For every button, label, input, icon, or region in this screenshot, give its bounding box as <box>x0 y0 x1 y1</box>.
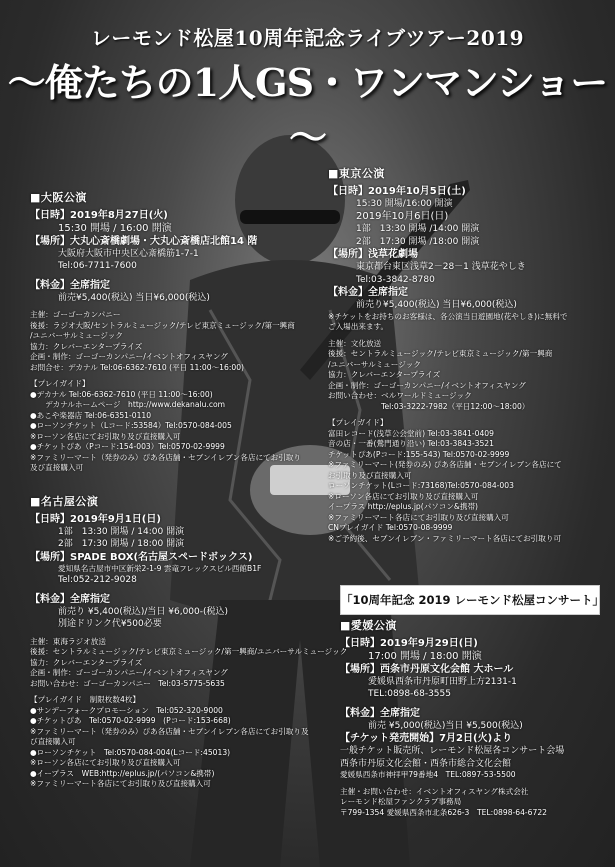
osaka-org-line: 主催：ゴーゴーカンパニー <box>30 310 121 319</box>
tokyo-venue-addr: 東京都台東区浅草2－28－1 浅草花やしき <box>356 262 526 272</box>
osaka-org-line: /ユニバーサルミュージック <box>30 331 123 340</box>
nagoya-org-line: 企画・制作：ゴーゴーカンパニー/イベントオフィスヤング <box>30 668 228 677</box>
osaka-guide-line: ●デカナル Tel:06-6362-7610 (平日 11:00～16:00) <box>30 389 213 399</box>
nagoya-guide-line: ※ファミリーマート（発券のみ）ぴあ各店舗・セブンイレブン各店にてお引取り及 <box>30 726 309 736</box>
osaka-org-line: 協力：クレバーエンタープライズ <box>30 341 143 351</box>
osaka-guide-line: ●ローソンチケット（Lコード:53584）Tel:0570-084-005 <box>30 421 232 430</box>
nagoya-guide <box>30 695 310 790</box>
nagoya-date-label: 【日時】2019年9月1日(日) <box>30 513 161 525</box>
ehime-price: 前売 ¥5,000(税込)当日 ¥5,500(税込) <box>368 720 523 731</box>
nagoya-venue-addr: 愛知県名古屋市中区新栄2-1-9 雲竜フレックスビル西館B1F <box>58 563 262 573</box>
osaka-venue-label: 【場所】大丸心斎橋劇場・大丸心斎橋店北館14 階 <box>30 235 258 247</box>
tokyo-note2: ご入場出来ます。 <box>328 322 389 331</box>
tokyo-org-line: 協力：クレバーエンタープライズ <box>328 370 441 379</box>
osaka-date-label: 【日時】2019年8月27日(火) <box>30 209 168 221</box>
nagoya-show2: 2部 17:30 開場 / 18:00 開演 <box>58 539 185 549</box>
nagoya-guide-line: 【プレイガイド 制限枚数4枚】 <box>30 695 141 704</box>
nagoya-org <box>30 636 348 690</box>
tokyo-section <box>328 168 608 544</box>
tokyo-guide-line: 【プレイガイド】 <box>328 418 388 427</box>
ehime-heading: ■愛媛公演 <box>340 619 397 632</box>
ehime-org <box>340 787 610 819</box>
osaka-venue-tel: Tel:06-7711-7600 <box>58 261 137 271</box>
tokyo-note1: ※チケットをお持ちのお客様は、各公演当日遊園地(花やしき)に無料で <box>328 311 568 321</box>
osaka-guide-line: 【プレイガイド】 <box>30 379 90 388</box>
ehime-org-line: 主催・お問い合わせ：イベントオフィスヤング株式会社 <box>340 786 529 796</box>
osaka-section <box>30 192 300 474</box>
nagoya-venue-label: 【場所】SPADE BOX(名古屋スペードボックス) <box>30 551 253 563</box>
osaka-guide <box>30 379 300 474</box>
tour-title: ～俺たちの1人GS・ワンマンショー～ <box>7 60 608 160</box>
tokyo-guide-line: お引取り及び直接購入可 <box>328 470 412 480</box>
nagoya-drink: 別途ドリンク代¥500必要 <box>58 619 162 629</box>
ehime-date-time: 17:00 開場 / 18:00 開演 <box>368 650 482 662</box>
nagoya-org-line: 主催：東海ラジオ放送 <box>30 636 106 646</box>
osaka-price: 前売¥5,400(税込) 当日¥6,000(税込) <box>58 292 210 303</box>
tokyo-org-line: Tel:03-3222-7982（平日12:00～18:00） <box>328 401 530 411</box>
tokyo-guide-line: 富田レコード(浅草公会堂前) Tel:03-3841-0409 <box>328 428 494 438</box>
osaka-org-line: 企画・制作：ゴーゴーカンパニー/イベントオフィスヤング <box>30 352 228 361</box>
nagoya-section <box>30 495 348 790</box>
tokyo-venue-tel: Tel:03-3842-8780 <box>356 274 435 285</box>
tokyo-guide-line: ※ファミリーマート(発券のみ) ぴあ各店舗・セブンイレブン各店にて <box>328 460 562 469</box>
tokyo-guide-line: チケットぴあ(Pコード:155-543) Tel:0570-02-9999 <box>328 449 510 459</box>
tokyo-org-line: /ユニバーサルミュージック <box>328 359 421 369</box>
tokyo-org-line: お問い合わせ：ベルワールドミュージック <box>328 391 472 400</box>
tokyo-guide-line: ※ご予約後、セブンイレブン・ファミリーマート各店にてお引取り可 <box>328 533 562 543</box>
nagoya-guide-line: ※ファミリーマート各店にてお引取り及び直接購入可 <box>30 779 211 788</box>
osaka-guide-line: ※ローソン各店にてお引取り及び直接購入可 <box>30 431 181 441</box>
tokyo-guide-line: ※ローソン各店にてお引取り及び直接購入可 <box>328 491 479 501</box>
osaka-org <box>30 310 300 373</box>
ehime-price-label: 【料金】全席指定 <box>340 707 420 719</box>
tour-subtitle: レーモンド松屋10周年記念ライブツアー2019 <box>90 26 525 50</box>
ehime-org-line: 〒799-1354 愛媛県西条市北条626-3 TEL:0898-64-6722 <box>340 807 547 817</box>
nagoya-org-line: 協力：クレバーエンタープライズ <box>30 657 143 667</box>
tokyo-guide-line: ローソンチケット(Lコード:73168)Tel:0570-084-003 <box>328 481 514 490</box>
osaka-guide-line: 及び直接購入可 <box>30 463 84 472</box>
tokyo-guide-line: イープラス http://eplus.jp(パソコン&携帯) <box>328 502 479 511</box>
ehime-venue-label: 【場所】西条市丹原文化会館 大ホール <box>340 663 514 675</box>
ehime-sale-addr: 愛媛県西条市神拝甲79番地4 TEL:0897-53-5500 <box>340 770 516 779</box>
tokyo-guide-line: 音の店・一番(鶯門通り沿い) Tel:03-3843-3521 <box>328 439 494 448</box>
tokyo-guide-line: ※ファミリーマート各店にてお引取り及び直接購入可 <box>328 512 509 522</box>
tokyo-show1: 1部 13:30 開場 /14:00 開演 <box>356 224 480 234</box>
tokyo-date1-label: 【日時】2019年10月5日(土) <box>328 185 466 197</box>
tokyo-guide <box>328 418 608 544</box>
tokyo-org-line: 後援：セントラルミュージック/テレビ東京ミュージック/第一興商 <box>328 349 553 358</box>
osaka-guide-line: ●チケットぴあ（Pコード:154-003）Tel:0570-02-9999 <box>30 442 225 451</box>
ehime-section <box>340 620 610 818</box>
ehime-venue-addr: 愛媛県西条市丹原町田野上方2131-1 <box>368 676 517 687</box>
nagoya-guide-line: ●ローソンチケット Tel:0570-084-004(Lコード:45013) <box>30 747 231 757</box>
tokyo-guide-line: CNプレイガイド Tel:0570-08-9999 <box>328 523 453 532</box>
nagoya-org-line: 後援：セントラルミュージック/テレビ東京ミュージック/第一興商/ユニバーサルミュージック <box>30 647 348 656</box>
osaka-heading: ■大阪公演 <box>30 191 87 204</box>
osaka-guide-line: ●あこや楽器店 Tel:06-6351-0110 <box>30 410 152 420</box>
nagoya-guide-line: ●サンデーフォークプロモーション Tel:052-320-9000 <box>30 705 223 715</box>
nagoya-guide-line: び直接購入可 <box>30 737 76 746</box>
osaka-price-label: 【料金】全席指定 <box>30 279 110 291</box>
tokyo-show2: 2部 17:30 開場 /18:00 開演 <box>356 236 480 247</box>
nagoya-heading: ■名古屋公演 <box>30 495 99 508</box>
ehime-sale-text: 一般チケット販売所、レーモンド松屋各コンサート会場 <box>340 746 565 756</box>
nagoya-price-label: 【料金】全席指定 <box>30 593 110 605</box>
ehime-venue-tel: TEL:0898-68-3555 <box>368 689 451 699</box>
osaka-guide-line: ※ファミリーマート（発券のみ）ぴあ各店舗・セブンイレブン各店にてお引取り <box>30 452 301 462</box>
ehime-date-label: 【日時】2019年9月29日(日) <box>340 637 478 649</box>
nagoya-price: 前売り ¥5,400(税込)/当日 ¥6,000-(税込) <box>58 606 229 617</box>
ehime-org-line: レーモンド松屋ファンクラブ事務局 <box>340 797 462 806</box>
tokyo-price-label: 【料金】全席指定 <box>328 287 408 298</box>
tokyo-org-line: 主催：文化放送 <box>328 338 382 348</box>
nagoya-guide-line: ●チケットぴあ Tel:0570-02-9999 (Pコード:153-668) <box>30 716 231 725</box>
tokyo-venue-label: 【場所】浅草花劇場 <box>328 249 418 260</box>
osaka-date-time: 15:30 開場 / 16:00 開演 <box>58 222 172 234</box>
tokyo-price: 前売り¥5,400(税込) 当日¥6,000(税込) <box>356 300 517 310</box>
ehime-sale-places: 西条市丹原文化会館・西条市総合文化会館 <box>340 758 512 769</box>
tokyo-date2: 2019年10月6日(日) <box>356 211 449 222</box>
tokyo-org <box>328 339 608 413</box>
osaka-org-line: 後援：ラジオ大阪/セントラルミュージック/テレビ東京ミュージック/第一興商 <box>30 320 295 330</box>
tokyo-date1-time: 15:30 開場/16:00 開演 <box>356 198 453 209</box>
nagoya-guide-line: ●イープラス WEB:http://eplus.jp/(パソコン&携帯) <box>30 768 215 778</box>
tokyo-org-line: 企画・制作：ゴーゴーカンパニー/イベントオフィスヤング <box>328 380 526 390</box>
nagoya-show1: 1部 13:30 開場 / 14:00 開演 <box>58 526 185 537</box>
nagoya-venue-tel: Tel:052-212-9028 <box>58 575 137 585</box>
osaka-org-line: お問合せ：デカナル Tel:06-6362-7610 (平日 11:00～16:00) <box>30 362 245 372</box>
osaka-guide-line: デカナルホームページ http://www.dekanalu.com <box>30 400 226 409</box>
tokyo-heading: ■東京公演 <box>328 167 385 180</box>
nagoya-guide-line: ※ローソン各店にてお引取り及び直接購入可 <box>30 758 181 767</box>
ehime-sale-label: 【チケット発売開始】7月2日(火)より <box>340 733 513 744</box>
nagoya-org-line: お問い合わせ：ゴーゴーカンパニー Tel:03-5775-5635 <box>30 678 225 688</box>
osaka-venue-addr: 大阪府大阪市中央区心斎橋筋1-7-1 <box>58 248 199 259</box>
concert-title-box: 「10周年記念 2019 レーモンド松屋コンサート」 <box>340 585 600 615</box>
